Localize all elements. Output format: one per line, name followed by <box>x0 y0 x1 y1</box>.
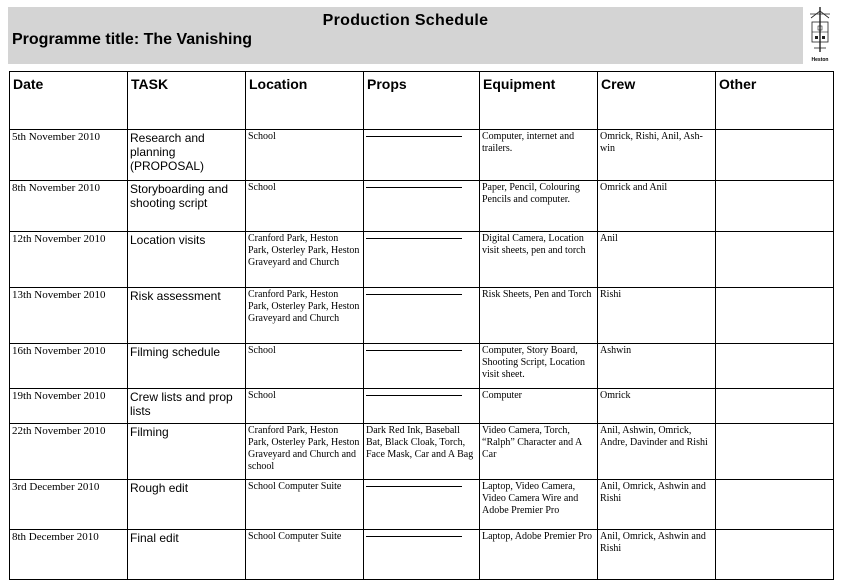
empty-props-line <box>366 238 462 239</box>
crew-cell: Anil, Ashwin, Omrick, Andre, Davinder and Rishi <box>598 424 716 480</box>
logo-caption: Heston <box>811 57 829 63</box>
location-cell: School Computer Suite <box>246 480 364 530</box>
empty-props-line <box>366 136 462 137</box>
date-cell: 22th November 2010 <box>10 424 128 480</box>
props-cell <box>364 344 480 389</box>
date-cell: 16th November 2010 <box>10 344 128 389</box>
equipment-cell: Paper, Pencil, Colouring Pencils and computer. <box>480 181 598 232</box>
date-cell: 12th November 2010 <box>10 232 128 288</box>
table-row <box>10 288 834 344</box>
document-title: Production Schedule <box>322 12 489 29</box>
crew-cell: Omrick <box>598 389 716 424</box>
table-row <box>10 181 834 232</box>
location-cell: Cranford Park, Heston Park, Osterley Park, Heston Graveyard and Church <box>246 232 364 288</box>
props-cell <box>364 389 480 424</box>
other-cell <box>716 288 834 344</box>
task-cell: Location visits <box>128 232 246 288</box>
other-cell <box>716 232 834 288</box>
school-logo <box>806 4 834 66</box>
crew-cell: Omrick, Rishi, Anil, Ash-win <box>598 130 716 181</box>
other-cell <box>716 181 834 232</box>
column-header: Equipment <box>480 72 598 130</box>
task-cell: Filming <box>128 424 246 480</box>
props-cell <box>364 288 480 344</box>
other-cell <box>716 130 834 181</box>
crew-cell: Omrick and Anil <box>598 181 716 232</box>
empty-props-line <box>366 536 462 537</box>
other-cell <box>716 424 834 480</box>
date-cell: 8th December 2010 <box>10 530 128 580</box>
header-bar <box>8 7 803 64</box>
equipment-cell: Risk Sheets, Pen and Torch <box>480 288 598 344</box>
location-cell: School <box>246 344 364 389</box>
other-cell <box>716 389 834 424</box>
props-cell <box>364 480 480 530</box>
column-header: Location <box>246 72 364 130</box>
other-cell <box>716 480 834 530</box>
crew-cell: Anil, Omrick, Ashwin and Rishi <box>598 480 716 530</box>
table-row <box>10 389 834 424</box>
location-cell: School <box>246 181 364 232</box>
date-cell: 8th November 2010 <box>10 181 128 232</box>
table-row <box>10 530 834 580</box>
date-cell: 5th November 2010 <box>10 130 128 181</box>
empty-props-line <box>366 350 462 351</box>
equipment-cell: Laptop, Adobe Premier Pro <box>480 530 598 580</box>
date-cell: 3rd December 2010 <box>10 480 128 530</box>
crew-cell: Anil, Omrick, Ashwin and Rishi <box>598 530 716 580</box>
task-cell: Storyboarding and shooting script <box>128 181 246 232</box>
table-row <box>10 424 834 480</box>
equipment-cell: Digital Camera, Location visit sheets, pen and torch <box>480 232 598 288</box>
empty-props-line <box>366 187 462 188</box>
empty-props-line <box>366 486 462 487</box>
location-cell: Cranford Park, Heston Park, Osterley Park, Heston Graveyard and Church <box>246 288 364 344</box>
schedule-table <box>9 71 834 580</box>
task-cell: Final edit <box>128 530 246 580</box>
column-header: Date <box>10 72 128 130</box>
props-cell <box>364 530 480 580</box>
table-row <box>10 344 834 389</box>
date-cell: 19th November 2010 <box>10 389 128 424</box>
date-cell: 13th November 2010 <box>10 288 128 344</box>
location-cell: School Computer Suite <box>246 530 364 580</box>
equipment-cell: Laptop, Video Camera, Video Camera Wire and Adobe Premier Pro <box>480 480 598 530</box>
programme-title: Programme title: The Vanishing <box>12 31 253 48</box>
table-row <box>10 232 834 288</box>
task-cell: Crew lists and prop lists <box>128 389 246 424</box>
crew-cell: Rishi <box>598 288 716 344</box>
column-header: TASK <box>128 72 246 130</box>
equipment-cell: Computer, Story Board, Shooting Script, Location visit sheet. <box>480 344 598 389</box>
other-cell <box>716 344 834 389</box>
column-header: Other <box>716 72 834 130</box>
crest-icon <box>806 4 834 56</box>
task-cell: Research and planning (PROPOSAL) <box>128 130 246 181</box>
props-cell <box>364 181 480 232</box>
equipment-cell: Video Camera, Torch, “Ralph” Character and A Car <box>480 424 598 480</box>
location-cell: School <box>246 130 364 181</box>
table-row <box>10 480 834 530</box>
crew-cell: Ashwin <box>598 344 716 389</box>
empty-props-line <box>366 395 462 396</box>
location-cell: School <box>246 389 364 424</box>
column-header: Crew <box>598 72 716 130</box>
equipment-cell: Computer, internet and trailers. <box>480 130 598 181</box>
table-row <box>10 130 834 181</box>
task-cell: Filming schedule <box>128 344 246 389</box>
empty-props-line <box>366 294 462 295</box>
task-cell: Rough edit <box>128 480 246 530</box>
equipment-cell: Computer <box>480 389 598 424</box>
other-cell <box>716 530 834 580</box>
header-row <box>10 72 834 130</box>
location-cell: Cranford Park, Heston Park, Osterley Park, Heston Graveyard and Church and school <box>246 424 364 480</box>
props-cell: Dark Red Ink, Baseball Bat, Black Cloak, Torch, Face Mask, Car and A Bag <box>364 424 480 480</box>
crew-cell: Anil <box>598 232 716 288</box>
task-cell: Risk assessment <box>128 288 246 344</box>
column-header: Props <box>364 72 480 130</box>
props-cell <box>364 232 480 288</box>
props-cell <box>364 130 480 181</box>
